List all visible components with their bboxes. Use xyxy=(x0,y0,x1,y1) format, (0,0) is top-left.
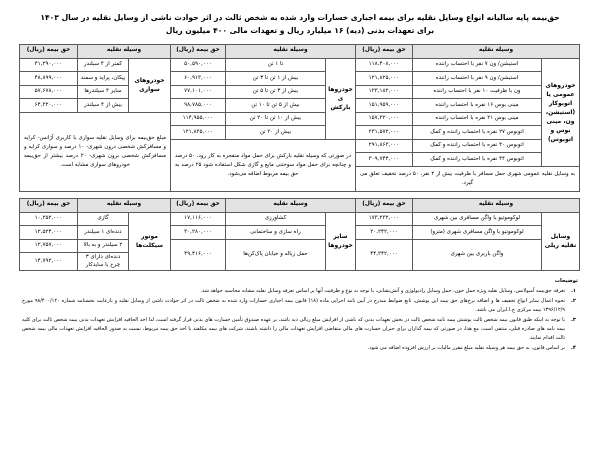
table-row xyxy=(19,112,579,126)
vehicle-label: بیش از ۳ تن تا ۵ تن xyxy=(225,85,325,99)
vehicle-label: لوکوموتیو یا واگن مسافری شهری (مترو) xyxy=(412,226,541,240)
table-row xyxy=(19,239,579,253)
premium-value: ۱۲۱,۸۲۵,۰۰۰ xyxy=(355,72,412,86)
header-vehicle-car: وسیله نقلیه xyxy=(77,44,170,58)
vehicle-label: استیشن/ ون ۹ نفر با احتساب راننده xyxy=(412,72,541,86)
footnote-item xyxy=(22,316,578,342)
vehicle-label: ۲ سیلندر و به بالا xyxy=(77,239,128,253)
premium-value: ۵۰,۵۹۰,۰۰۰ xyxy=(170,58,225,72)
vehicle-label: لوکوموتیو یا واگن مسافری بین شهری xyxy=(412,212,541,226)
premium-value: ۱۷,۱۱۶,۰۰۰ xyxy=(170,212,225,226)
category-rail-vehicles: وسایل نقلیه ریلی xyxy=(542,212,580,270)
vehicle-label: اتوبوس ۴۰ نفره با احتساب راننده و کمک xyxy=(412,139,541,153)
footnote-number: ۴. xyxy=(571,345,576,352)
premium-value: ۱۵۱,۹۵۹,۰۰۰ xyxy=(355,99,412,113)
premium-value: ۵۷,۶۷۸,۰۰۰ xyxy=(19,85,77,99)
table-row xyxy=(19,226,579,240)
vehicle-label: دنده‌ای ۱ سیلندر xyxy=(77,226,128,240)
note-public-vehicles: به وسایل نقلیه عمومی شهری حمل مسافر با ظرفیت بیش از ۴ نفر، ۵۰ درصد تخفیف تعلق می گیرد. xyxy=(355,166,579,191)
header-vehicle-motorcycle: وسیله نقلیه xyxy=(77,198,170,212)
premium-value: ۶۴,۳۲۰,۰۰۰ xyxy=(19,99,77,113)
premium-value: ۱۲,۵۲۴,۰۰۰ xyxy=(19,226,77,240)
vehicle-label: بیش از ۲۰ تن xyxy=(225,126,325,140)
footnote-number: ۱. xyxy=(571,288,576,295)
footnote-item xyxy=(22,297,578,315)
footnote-item xyxy=(22,287,578,296)
header-vehicle-public: وسیله نقلیه xyxy=(412,44,579,58)
vehicle-label: اتوبوس ۴۴ نفره با احتساب راننده و کمک xyxy=(412,153,541,167)
header-premium-public: حق بیمه (ریال) xyxy=(355,44,412,58)
vehicle-label: راه سازی و ساختمانی xyxy=(225,226,325,240)
vehicle-label: استیشن/ ون ۷ نفر با احتساب راننده xyxy=(412,58,541,72)
category-passenger-cars: خودروهای سواری xyxy=(128,58,170,112)
premium-value: ۱۴,۷۹۲,۰۰۰ xyxy=(19,253,77,271)
table-row xyxy=(19,58,579,72)
vehicle-label: کشاورزی xyxy=(225,212,325,226)
premium-value: ۱۰,۲۵۲,۰۰۰ xyxy=(19,212,77,226)
vehicle-label: سایر ۴ سیلندر‌ها xyxy=(77,85,128,99)
table-row xyxy=(19,85,579,99)
table-top-header-row xyxy=(19,44,579,58)
footnotes-section xyxy=(0,271,600,353)
premium-value: ۳۰۹,۷۴۴,۰۰۰ xyxy=(355,153,412,167)
premium-value: ۴۸,۸۹۹,۰۰۰ xyxy=(19,72,77,86)
vehicle-label: بیش از ۵ تن تا ۱۰ تن xyxy=(225,99,325,113)
premium-table-top xyxy=(19,44,580,192)
vehicle-label: گازی xyxy=(77,212,128,226)
page-title-line-2: برای تعهدات بدنی (دیه) ۱۶ میلیارد ریال و تعهدات مالی ۴۰۰ میلیون ریال xyxy=(165,25,435,35)
vehicle-label: دنده‌ای دارای ۳ چرخ یا سایدکار xyxy=(77,253,128,271)
header-premium-rail: حق بیمه (ریال) xyxy=(355,198,412,212)
premium-value: ۱۵۷,۳۲۰,۰۰۰ xyxy=(355,112,412,126)
header-premium-cargo: حق بیمه (ریال) xyxy=(170,44,225,58)
vehicle-label: حمل زباله و خیابان پاک‌کن‌ها xyxy=(225,239,325,270)
vehicle-label: کمتر از ۴ سیلندر xyxy=(77,58,128,72)
premium-value: ۱۷۳,۲۳۲,۰۰۰ xyxy=(355,212,412,226)
premium-value: ۷۷,۱۰۱,۰۰۰ xyxy=(170,85,225,99)
footnote-text: بر اساس قانون، به حق بیمه هر وسیله نقلیه مبلغ مقرر مالیات بر ارزش افزوده اضافه می شود. xyxy=(367,345,565,352)
premium-value: ۱۲,۷۵۷,۰۰۰ xyxy=(19,239,77,253)
premium-value: ۱۱۴,۹۵۵,۰۰۰ xyxy=(170,112,225,126)
vehicle-label: پیکان، پراید و سمند xyxy=(77,72,128,86)
vehicle-label: واگن باربری بین شهری xyxy=(412,239,541,270)
category-other-vehicles: سایر خودروها xyxy=(325,212,355,270)
category-cargo-vehicles: خودروهای بارکش xyxy=(325,58,355,139)
header-vehicle-other: وسیله نقلیه xyxy=(225,198,355,212)
premium-table-top-wrapper xyxy=(0,44,600,192)
category-public-vehicles: خودروهای عمومی یا اتوبوکار (استیشن، ون، مینی بوس و اتوبوس) xyxy=(542,58,580,166)
footnotes-title: توضیحات xyxy=(554,277,578,284)
premium-value: ۴۹,۴۱۶,۰۰۰ xyxy=(170,239,225,270)
footnote-text: با توجه به اینکه طبق قانون بیمه شخص ثالث پوشش بیمه نامه شخص ثالث در بخش تعهدات بدنی که ناشی از افزایش مبلغ ریالی دیه باشد، بر عهده صندوق تأمین خسارت های بدنی قرار گرفته است، لذا اخذ الحاقیه افزایش تعهدات بدنی بیمه شخص ثالث برای کلیه بیمه نامه های صادره قبلی، منتفی است. مع هذا، در صورتی که بیمه گذاران برای جبران خسارت های مالی متقاضی افزایش تعهدات مالی را داشته باشند، شرکت های بیمه مکلفند با اخذ حق بیمه مربوط، نسبت به صدور الحاقیه افزایش تعهدات مالی بیمه شخص ثالث اقدام نمایند. xyxy=(22,317,565,341)
category-motorcycles: موتور سیکلت‌ها xyxy=(128,212,170,270)
premium-value: ۶۰,۹۱۳,۰۰۰ xyxy=(170,72,225,86)
page-title xyxy=(0,0,600,38)
table-bottom-header-row xyxy=(19,198,579,212)
premium-value: ۲۰,۲۴۲,۰۰۰ xyxy=(355,226,412,240)
vehicle-label: بیش از ۱۰ تن تا ۲۰ تن xyxy=(225,112,325,126)
premium-value: ۲۳۱,۵۷۲,۰۰۰ xyxy=(355,126,412,140)
vehicle-label: ون با ظرفیت ۱۰ نفر با احتساب راننده xyxy=(412,85,541,99)
vehicle-label: بیش از ۱ تن تا ۳ تن xyxy=(225,72,325,86)
premium-value: ۱۱۸,۴۰۸,۰۰۰ xyxy=(355,58,412,72)
table-row xyxy=(19,212,579,226)
footnote-number: ۳. xyxy=(571,317,576,324)
premium-value: ۴۴,۳۴۲,۰۰۰ xyxy=(355,239,412,270)
vehicle-label: تا ۱ تن xyxy=(225,58,325,72)
premium-value: ۱۲۱,۸۲۵,۰۰۰ xyxy=(170,126,225,140)
note-passenger-cars: مبلغ حق‌بیمه برای وسایل نقلیه سواری با کاربری آژانس- کرایه و مسافرکش شخصی درون شهری- ۱۰ درصد و سواری کرایه و مسافرکش شخصی برون شهری- ۲۰ درصد بیشتر از حق‌بیمه خودروهای سواری مشابه است. xyxy=(19,112,170,191)
table-row xyxy=(19,99,579,113)
premium-value: ۹۸,۷۸۵,۰۰۰ xyxy=(170,99,225,113)
header-vehicle-rail: وسیله نقلیه xyxy=(412,198,579,212)
premium-value: ۴۱,۲۹۰,۰۰۰ xyxy=(19,58,77,72)
header-premium-other: حق بیمه (ریال) xyxy=(170,198,225,212)
vehicle-label: مینی بوس ۲۱ نفره با احتساب راننده xyxy=(412,112,541,126)
header-premium-car: حق بیمه (ریال) xyxy=(19,44,77,58)
page-title-line-1: حق‌بیمه پایه سالیانه انواع وسایل نقلیه برای بیمه اجباری خسارات وارد شده به شخص ثالث در اثر حوادث ناشی از وسایل نقلیه در سال ۱۴۰۳ xyxy=(40,13,560,22)
vehicle-label: بیش از ۴ سیلندر xyxy=(77,99,128,113)
premium-value: ۱۲۳,۱۸۲,۰۰۰ xyxy=(355,85,412,99)
premium-table-bottom xyxy=(19,198,580,271)
header-vehicle-cargo: وسیله نقلیه xyxy=(225,44,355,58)
table-row xyxy=(19,72,579,86)
premium-value: ۳۰,۲۸۰,۰۰۰ xyxy=(170,226,225,240)
note-cargo-vehicles: در صورتی که وسیله نقلیه بارکش برای حمل مواد منفجره به کار رود، ۵۰ درصد و چنانچه برای حمل مواد سوختنی مایع و گازی شکل استفاده شود ۲۵ درصد به حق بیمه مربوط اضافه می‌شود. xyxy=(170,139,355,191)
vehicle-label: مینی بوس ۱۶ نفره با احتساب راننده xyxy=(412,99,541,113)
premium-value: ۲۹۱,۸۶۳,۰۰۰ xyxy=(355,139,412,153)
premium-table-bottom-wrapper xyxy=(0,198,600,271)
header-premium-motorcycle: حق بیمه (ریال) xyxy=(19,198,77,212)
footnote-item xyxy=(22,344,578,353)
vehicle-label: اتوبوس ۲۷ نفره با احتساب راننده و کمک xyxy=(412,126,541,140)
footnote-number: ۲. xyxy=(571,298,576,305)
footnote-text: نحوه اعمال سایر انواع تخفیف ها و اضافه نرخ‌های حق بیمه این پوشش، تابع ضوابط مندرج در آیین نامه اجرایی ماده (۱۸) قانون بیمه اجباری خسارات وارد شده به شخص ثالث در اثر حوادث ناشی از وسایل نقلیه و بارعایت بخشنامه شماره ۹۸/۴۰۰/۱۲۰ مورخ ۱۳۹۶/۱۲/۹ بیمه مرکزی ج.ا.ایران می باشد. xyxy=(22,298,565,314)
footnote-text: تعرفه حق‌بیمه آمبولانس، وسایل نقلیه ویژه حمل خون، حمل وسایل رادیولوژی و آتش‌نشانی، با توجه به نوع و ظرفیت آنها بر اساس تعرفه وسایل نقلیه مشابه محاسبه خواهد شد. xyxy=(200,288,565,295)
